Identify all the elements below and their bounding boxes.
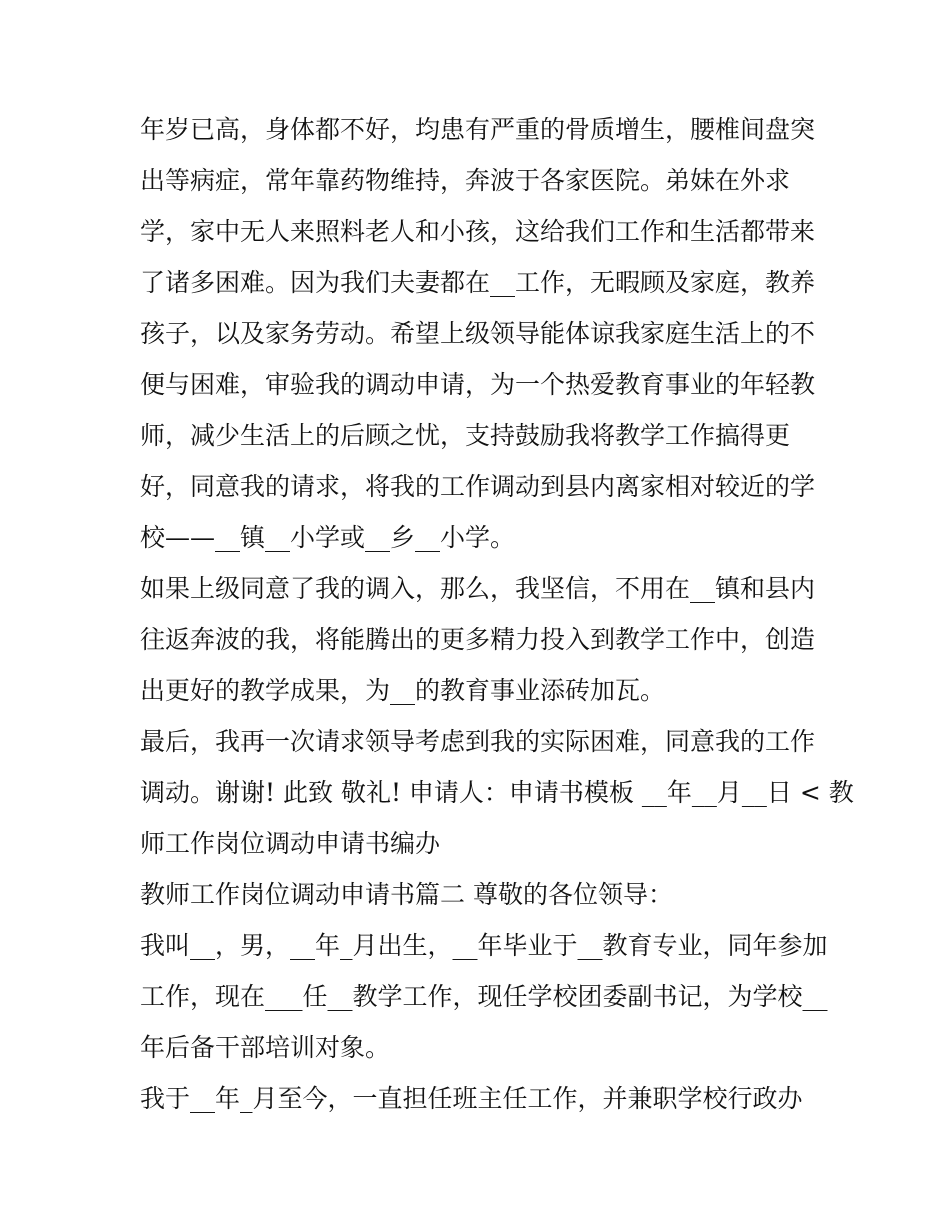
text-line: 师，减少生活上的后顾之忧，支持鼓励我将教学工作搞得更 (140, 421, 791, 450)
text-line: 调动。谢谢! 此致 敬礼! 申请人：申请书模板 __年__月__日 < 教 (140, 778, 854, 807)
text-line: 师工作岗位调动申请书编办 (140, 829, 441, 858)
text-line: 了诸多困难。因为我们夫妻都在__工作，无暇顾及家庭，教养 (140, 268, 816, 297)
text-line: 教师工作岗位调动申请书篇二 尊敬的各位领导： (140, 880, 673, 909)
text-line: 年后备干部培训对象。 (140, 1033, 391, 1062)
text-line: 便与困难，审验我的调动申请，为一个热爱教育事业的年轻教 (140, 370, 816, 399)
text-line: 校——__镇__小学或__乡__小学。 (140, 523, 516, 552)
text-line: 好，同意我的请求，将我的工作调动到县内离家相对较近的学 (140, 472, 816, 501)
text-line: 出等病症，常年靠药物维持，奔波于各家医院。弟妹在外求 (140, 166, 791, 195)
document-body (140, 104, 854, 1124)
text-line: 学，家中无人来照料老人和小孩，这给我们工作和生活都带来 (140, 217, 816, 246)
text-line: 孩子，以及家务劳动。希望上级领导能体谅我家庭生活上的不 (140, 319, 816, 348)
text-line: 往返奔波的我，将能腾出的更多精力投入到教学工作中，创造 (140, 625, 816, 654)
text-line: 最后，我再一次请求领导考虑到我的实际困难，同意我的工作 (140, 727, 816, 756)
text-line: 我叫__，男，__年_月出生，__年毕业于__教育专业，同年参加 (140, 931, 828, 960)
text-line: 工作，现在___任__教学工作，现任学校团委副书记，为学校__ (140, 982, 828, 1011)
text-line: 出更好的教学成果，为__的教育事业添砖加瓦。 (140, 676, 666, 705)
text-line: 年岁已高，身体都不好，均患有严重的骨质增生，腰椎间盘突 (140, 115, 816, 144)
text-line: 如果上级同意了我的调入，那么，我坚信，不用在__镇和县内 (140, 574, 816, 603)
text-line: 我于__年_月至今，一直担任班主任工作，并兼职学校行政办 (140, 1084, 803, 1113)
